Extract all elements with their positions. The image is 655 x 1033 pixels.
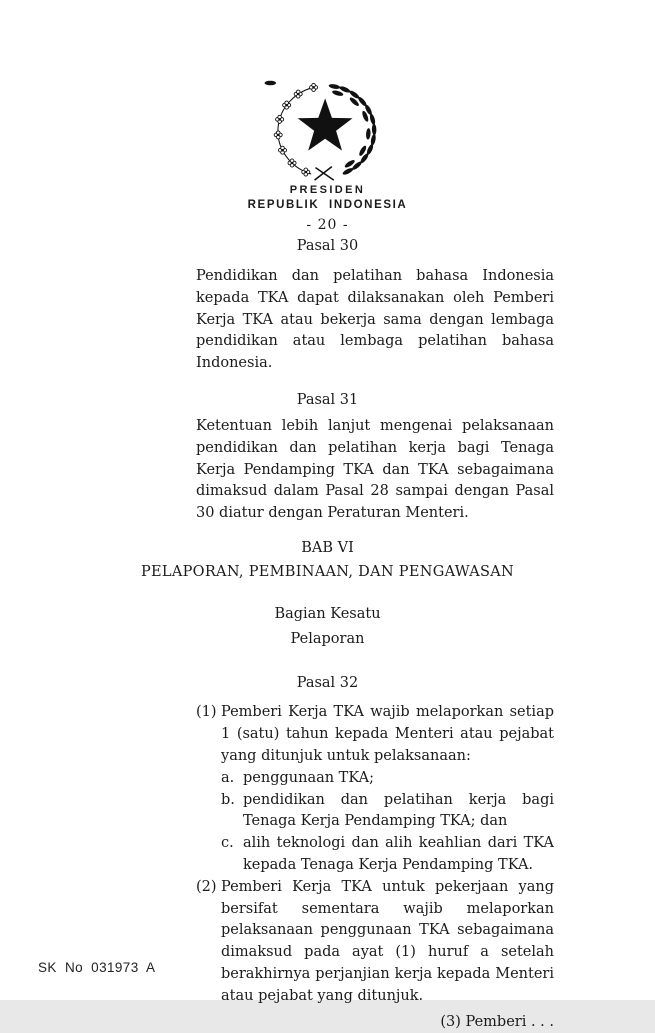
list-item xyxy=(196,702,554,767)
list-item-marker: (1) xyxy=(196,704,217,721)
list-item-text: pendidikan dan pelatihan kerja bagi Tenaga Kerja Pendamping TKA; dan xyxy=(243,791,554,830)
list-item-marker: c. xyxy=(221,835,234,852)
institution-name-line2: REPUBLIK INDONESIA xyxy=(247,199,408,211)
list-item xyxy=(196,877,554,1008)
article-body-pasal-31: Ketentuan lebih lanjut mengenai pelaksanaan pendidikan dan pelatihan kerja bagi Tenaga Kerja Pendamping TKA dan TKA sebagaimana dimaksud dalam Pasal 28 sampai dengan Pasal 30 diatur dengan Peraturan Menteri. xyxy=(196,417,554,522)
list-subitem xyxy=(221,833,554,877)
article-body-pasal-30: Pendidikan dan pelatihan bahasa Indonesia kepada TKA dapat dilaksanakan oleh Pemberi Kerja TKA atau bekerja sama dengan lembaga pendidikan atau lembaga pelatihan bahasa Indonesia. xyxy=(196,268,554,372)
list-subitem xyxy=(221,790,554,834)
cotton-branch-icon xyxy=(277,87,317,174)
page-header xyxy=(0,0,655,233)
institution-name-line1: PRESIDEN xyxy=(289,184,366,196)
star-icon xyxy=(297,98,352,150)
section-heading: Bagian Kesatu xyxy=(274,606,381,623)
chapter-number: BAB VI xyxy=(301,540,354,557)
article-heading-pasal-30: Pasal 30 xyxy=(296,238,359,254)
section-subtitle: Pelaporan xyxy=(290,631,365,648)
continuation-catchword: (3) Pemberi . . . xyxy=(440,1013,554,1030)
list-subitem xyxy=(221,768,554,790)
article-heading-pasal-32: Pasal 32 xyxy=(296,675,359,692)
list-item-marker: (2) xyxy=(196,878,217,895)
page-number: - 20 - xyxy=(306,217,349,233)
presidential-emblem-icon xyxy=(270,83,386,183)
list-item-text: Pemberi Kerja TKA untuk pekerjaan yang bersifat sementara wajib melaporkan pelaksanaan penggunaan TKA sebagaimana dimaksud pada ayat (1) huruf a setelah berakhirnya perjanjian kerja kepada Menteri atau pejabat yang ditunjuk. xyxy=(221,878,554,1004)
article-heading-pasal-31: Pasal 31 xyxy=(296,391,359,408)
crossed-stems-icon xyxy=(314,167,333,180)
list-item-marker: a. xyxy=(221,769,235,786)
document-code: SK No 031973 A xyxy=(38,960,156,975)
article-body-pasal-32 xyxy=(196,702,554,1007)
list-item-marker: b. xyxy=(221,791,235,808)
list-item-text: alih teknologi dan alih keahlian dari TKA kepada Tenaga Kerja Pendamping TKA. xyxy=(243,835,554,874)
list-item-text: Pemberi Kerja TKA wajib melaporkan setiap 1 (satu) tahun kepada Menteri atau pejabat yang ditunjuk untuk pelaksanaan: xyxy=(221,704,554,765)
chapter-title: PELAPORAN, PEMBINAAN, DAN PENGAWASAN xyxy=(140,564,515,581)
list-item-text: penggunaan TKA; xyxy=(243,769,374,786)
